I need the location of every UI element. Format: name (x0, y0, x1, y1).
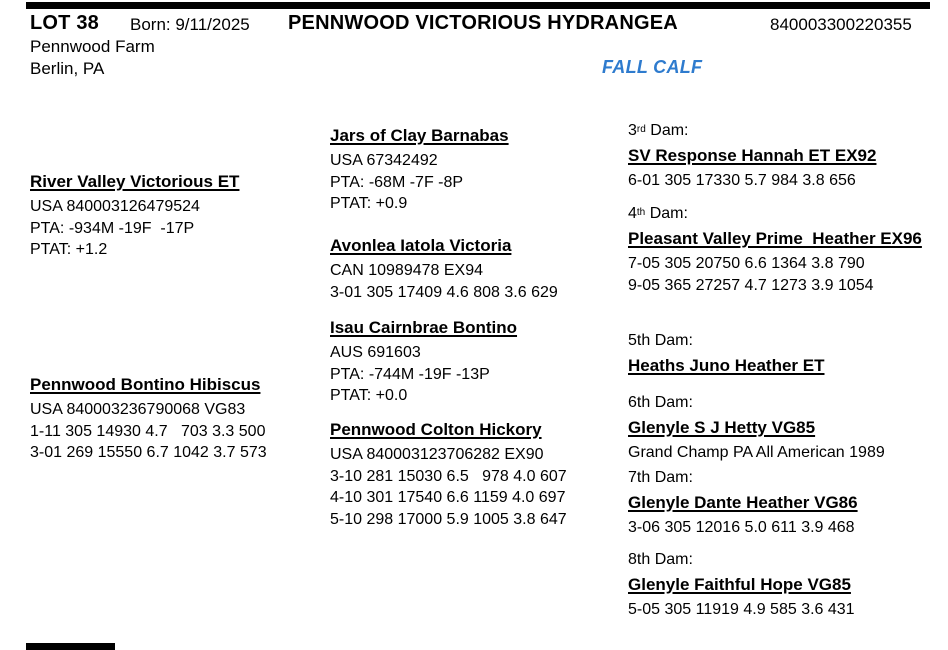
farm-name: Pennwood Farm (30, 37, 155, 56)
dam-block-4th (628, 203, 930, 296)
pedigree-line: PTA: -934M -19F -17P (30, 219, 195, 237)
animal-name-link: Glenyle Dante Heather VG86 (628, 493, 858, 512)
dam-ordinal-label: 5th Dam: (628, 332, 693, 349)
animal-name-link: Glenyle Faithful Hope VG85 (628, 575, 851, 594)
lot-divider-bar (26, 2, 930, 9)
pedigree-line: PTA: -68M -7F -8P (330, 173, 464, 191)
animal-name-link: Isau Cairnbrae Bontino (330, 318, 518, 337)
next-lot-divider-bar (26, 643, 115, 650)
pedigree-line: USA 67342492 (330, 152, 438, 169)
lot-number: LOT 38 (30, 12, 99, 34)
animal-name-link: Pennwood Bontino Hibiscus (30, 375, 261, 394)
dam-ordinal-label: 7th Dam: (628, 469, 693, 486)
animal-name-link: Jars of Clay Barnabas (330, 126, 509, 145)
pedigree-line: PTAT: +1.2 (30, 241, 108, 258)
pedigree-line: USA 840003123706282 EX90 (330, 446, 544, 463)
dam-ordinal-label: 6th Dam: (628, 394, 693, 411)
pedigree-line: AUS 691603 (330, 344, 421, 361)
lactation-record: 9-05 365 27257 4.7 1273 3.9 1054 (628, 276, 874, 294)
pedigree-line: USA 840003126479524 (30, 198, 200, 215)
animal-name-link: Pleasant Valley Prime Heather EX96 (628, 229, 922, 248)
animal-name-link: Heaths Juno Heather ET (628, 356, 825, 375)
birth-date: Born: 9/11/2025 (130, 15, 250, 34)
pedigree-block-sires-dam (330, 234, 626, 303)
pedigree-block-dam (30, 373, 322, 464)
show-award-note: Grand Champ PA All American 1989 (628, 444, 885, 461)
dam-block-7th (628, 467, 930, 539)
animal-name-link: Avonlea Iatola Victoria (330, 236, 512, 255)
pedigree-line: CAN 10989478 EX94 (330, 262, 483, 279)
lactation-record: 3-06 305 12016 5.0 611 3.9 468 (628, 519, 855, 536)
lactation-record: 7-05 305 20750 6.6 1364 3.8 790 (628, 255, 865, 272)
pedigree-line: PTA: -744M -19F -13P (330, 365, 490, 383)
registration-number: 840003300220355 (770, 15, 912, 34)
dam-block-8th (628, 549, 930, 621)
animal-name-link: Pennwood Colton Hickory (330, 420, 542, 439)
lactation-record: 5-05 305 11919 4.9 585 3.6 431 (628, 601, 855, 618)
pedigree-line: PTAT: +0.0 (330, 387, 408, 404)
lactation-record: 3-01 269 15550 6.7 1042 3.7 573 (30, 444, 267, 461)
dam-block-3rd (628, 120, 930, 192)
lactation-record: 1-11 305 14930 4.7 703 3.3 500 (30, 422, 266, 440)
dam-ordinal-label: 8th Dam: (628, 551, 693, 568)
lactation-record: 6-01 305 17330 5.7 984 3.8 656 (628, 172, 856, 189)
pedigree-line: USA 840003236790068 VG83 (30, 401, 246, 418)
lactation-record: 3-10 281 15030 6.5 978 4.0 607 (330, 467, 567, 485)
pedigree-block-dams-dam (330, 418, 626, 530)
lactation-record: 4-10 301 17540 6.6 1159 4.0 697 (330, 489, 566, 506)
farm-location: Berlin, PA (30, 59, 105, 78)
dam-ordinal-label: 3rd Dam: (628, 122, 689, 139)
dam-ordinal-label: 4th Dam: (628, 205, 688, 222)
pedigree-block-dams-sire (330, 316, 626, 407)
pedigree-block-sire (30, 170, 322, 261)
animal-name: PENNWOOD VICTORIOUS HYDRANGEA (288, 12, 678, 34)
animal-name-link: River Valley Victorious ET (30, 172, 240, 191)
animal-name-link: SV Response Hannah ET EX92 (628, 146, 877, 165)
season-label: FALL CALF (602, 57, 703, 77)
animal-name-link: Glenyle S J Hetty VG85 (628, 418, 816, 437)
lactation-record: 5-10 298 17000 5.9 1005 3.8 647 (330, 510, 567, 528)
dam-block-5th (628, 330, 930, 378)
dam-block-6th (628, 392, 930, 464)
lactation-record: 3-01 305 17409 4.6 808 3.6 629 (330, 283, 558, 301)
pedigree-line: PTAT: +0.9 (330, 195, 408, 212)
pedigree-block-sires-sire (330, 124, 626, 215)
